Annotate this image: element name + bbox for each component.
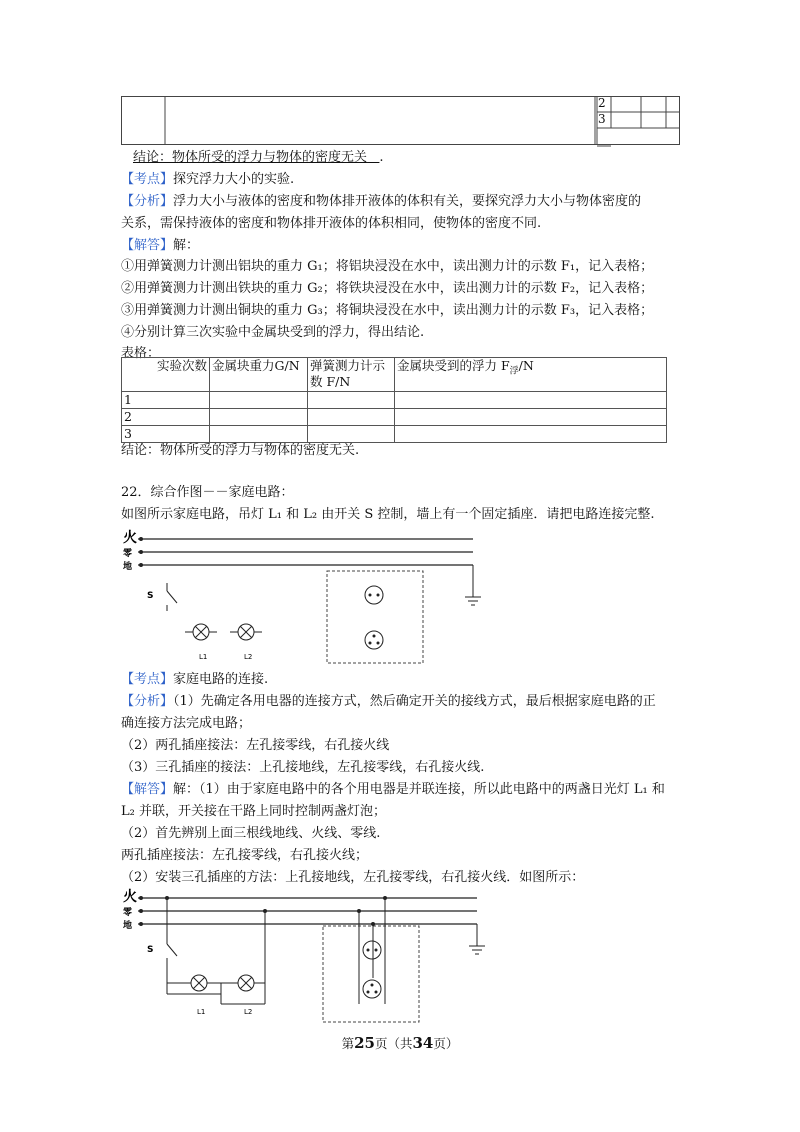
- table-row: 3: [122, 426, 667, 443]
- ground-wire-label: 地: [123, 921, 133, 931]
- fenxi-1-line2: 关系，需保持液体的密度和物体排开液体的体积相同，使物体的密度不同.: [121, 216, 542, 231]
- page-total: 34: [412, 1034, 434, 1052]
- jieda-2-line3: （2）首先辨别上面三根线地线、火线、零线.: [121, 826, 381, 841]
- page-footer: 第25页（共34页）: [341, 1034, 459, 1052]
- circuit-diagram-answer: [121, 886, 491, 1026]
- jieda-2-line2: L₂ 并联，开关接在干路上同时控制两盏灯泡；: [121, 804, 386, 819]
- live-wire-label: 火: [123, 889, 137, 905]
- step-3: ③用弹簧测力计测出铜块的重力 G₃；将铜块浸没在水中，读出测力计的示数 F₃，记入表格；: [121, 303, 654, 318]
- table-row: 2: [122, 409, 667, 426]
- step-1: ①用弹簧测力计测出铝块的重力 G₁；将铝块浸没在水中，读出测力计的示数 F₁，记入表格；: [121, 259, 654, 274]
- three-hole-socket-icon: [365, 631, 383, 649]
- jieda-1: 【解答】解：: [121, 238, 200, 253]
- lamp-l1-icon: [185, 624, 217, 640]
- top-table: [121, 96, 681, 152]
- header-weight: 金属块重力G/N: [210, 358, 308, 392]
- fenxi-1: 【分析】浮力大小与液体的密度和物体排开液体的体积有关，要探究浮力大小与物体密度的: [121, 194, 642, 209]
- lamp-l2-label: L2: [244, 1008, 253, 1016]
- ground-wire-label: 地: [123, 562, 133, 572]
- jieda-2-line4: 两孔插座接法：左孔接零线，右孔接火线；: [121, 848, 369, 863]
- top-table-row-2: 2: [598, 96, 606, 110]
- jieda-2-line5: （2）安装三孔插座的方法：上孔接地线，左孔接零线，右孔接火线．如图所示：: [121, 870, 585, 885]
- q22-text: 如图所示家庭电路，吊灯 L₁ 和 L₂ 由开关 S 控制，墙上有一个固定插座．请把电路连接完整.: [121, 507, 655, 522]
- top-table-grid: [121, 96, 681, 148]
- page-number: 25: [354, 1034, 375, 1052]
- table-row: 1: [122, 392, 667, 409]
- kaodian-1: 【考点】探究浮力大小的实验.: [121, 172, 295, 187]
- step-4: ④分别计算三次实验中金属块受到的浮力，得出结论.: [121, 325, 425, 340]
- neutral-wire-label: 零: [123, 908, 133, 918]
- lamp-l2-icon: [230, 624, 262, 640]
- switch-label: S: [147, 591, 154, 601]
- header-reading: 弹簧测力计示数 F/N: [308, 358, 395, 392]
- conclusion-1: 结论：物体所受的浮力与物体的密度无关 .: [133, 150, 384, 165]
- two-hole-socket-icon: [365, 586, 383, 604]
- three-hole-socket-icon: [363, 980, 381, 998]
- step-2: ②用弹簧测力计测出铁块的重力 G₂；将铁块浸没在水中，读出测力计的示数 F₂，记入表格；: [121, 281, 654, 296]
- data-table: [121, 357, 667, 443]
- neutral-wire-label: 零: [123, 549, 133, 559]
- q22-title: 22．综合作图－－家庭电路：: [121, 485, 294, 500]
- jieda-2: 【解答】解：（1）由于家庭电路中的各个用电器是并联连接，所以此电路中的两盏日光灯 L₁ 和: [121, 782, 665, 797]
- fenxi-2: 【分析】（1）先确定各用电器的连接方式，然后确定开关的接线方式，最后根据家庭电路的正: [121, 694, 656, 709]
- kaodian-2: 【考点】家庭电路的连接.: [121, 672, 269, 687]
- lamp-l2-label: L2: [244, 653, 253, 661]
- lamp-l1-label: L1: [197, 1008, 206, 1016]
- header-trial: 实验次数: [122, 358, 210, 392]
- top-table-row-3: 3: [598, 112, 606, 126]
- fenxi-2-line3: （2）两孔插座接法：左孔接零线，右孔接火线: [121, 738, 390, 753]
- two-hole-socket-icon: [363, 941, 381, 959]
- switch-label: S: [147, 945, 154, 955]
- conclusion-2: 结论：物体所受的浮力与物体的密度无关.: [121, 443, 360, 458]
- circuit-diagram-question: [121, 527, 491, 667]
- lamp-l1-label: L1: [199, 653, 208, 661]
- lamp-l2-icon: [238, 975, 254, 991]
- header-buoyancy: 金属块受到的浮力 $F_浮/N$: [395, 358, 667, 392]
- live-wire-label: 火: [123, 530, 137, 546]
- lamp-l1-icon: [191, 975, 207, 991]
- fenxi-2-line4: （3）三孔插座的接法：上孔接地线，左孔接零线，右孔接火线.: [121, 760, 485, 775]
- fenxi-2-line2: 确连接方法完成电路；: [121, 716, 252, 731]
- table-label: 表格：: [121, 346, 161, 361]
